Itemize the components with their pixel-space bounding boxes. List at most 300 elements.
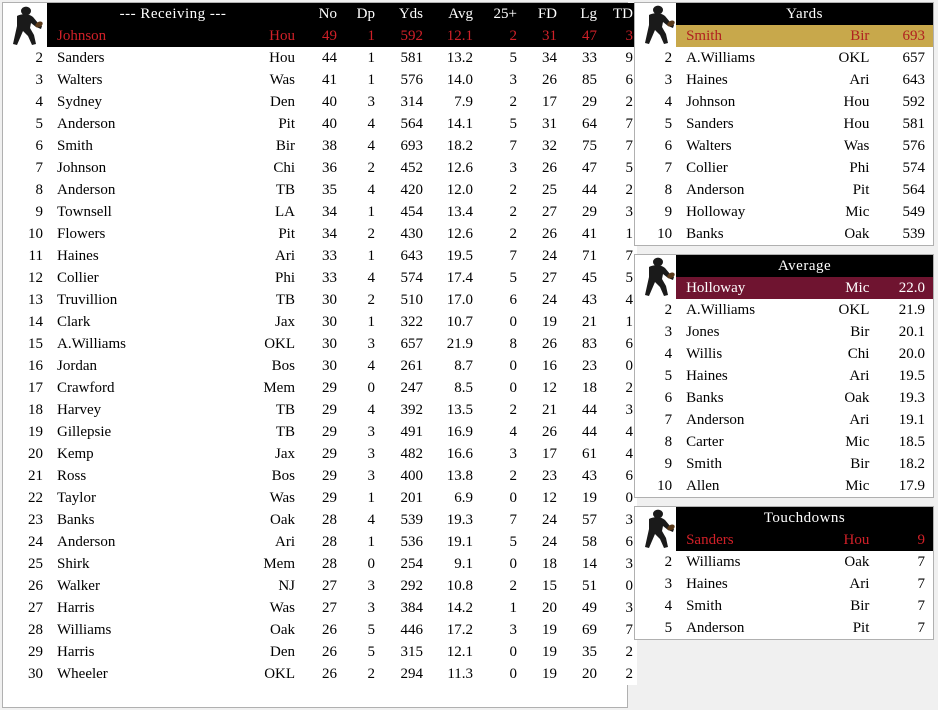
row-team: Mic — [845, 478, 870, 494]
row-no: 29 — [322, 468, 338, 484]
row-team: Oak — [270, 512, 296, 528]
table-row[interactable] — [3, 377, 637, 399]
row-fd: 12 — [542, 380, 558, 396]
row-team: Jax — [275, 314, 296, 330]
row-25plus: 2 — [509, 204, 518, 220]
list-item[interactable] — [635, 135, 933, 157]
row-lg: 35 — [582, 644, 598, 660]
list-item[interactable] — [635, 343, 933, 365]
list-item[interactable] — [635, 223, 933, 245]
row-team: Was — [843, 138, 870, 154]
row-lg: 45 — [582, 270, 598, 286]
leader-table — [635, 507, 933, 639]
table-row[interactable] — [3, 267, 637, 289]
row-player-name: Clark — [57, 314, 91, 330]
leader-dp: 1 — [367, 28, 376, 44]
row-td: 6 — [625, 468, 634, 484]
list-item[interactable] — [635, 47, 933, 69]
row-td: 3 — [625, 556, 634, 572]
row-team: Bos — [271, 468, 296, 484]
row-value: 20.1 — [898, 324, 925, 340]
row-team: NJ — [278, 578, 296, 594]
row-td: 2 — [625, 380, 634, 396]
row-avg: 19.1 — [446, 534, 474, 550]
leader-team: Hou — [269, 28, 296, 44]
list-item[interactable] — [635, 617, 933, 639]
row-player-name: Williams — [57, 622, 112, 638]
list-item[interactable] — [635, 179, 933, 201]
row-yds: 491 — [400, 424, 424, 440]
row-team: Was — [269, 490, 296, 506]
row-fd: 27 — [542, 270, 558, 286]
row-yds: 446 — [400, 622, 424, 638]
row-25plus: 3 — [509, 72, 518, 88]
row-dp: 4 — [367, 358, 376, 374]
row-25plus: 5 — [509, 50, 518, 66]
row-player-name: Walters — [57, 72, 103, 88]
table-row[interactable] — [3, 597, 637, 619]
row-fd: 15 — [542, 578, 558, 594]
row-td: 0 — [625, 358, 634, 374]
row-25plus: 0 — [509, 666, 518, 682]
row-lg: 43 — [582, 468, 598, 484]
list-item[interactable] — [635, 201, 933, 223]
leader-value: 9 — [917, 532, 925, 548]
row-dp: 1 — [367, 248, 376, 264]
row-td: 2 — [625, 666, 634, 682]
row-no: 30 — [322, 336, 338, 352]
row-td: 6 — [625, 72, 634, 88]
row-yds: 574 — [400, 270, 424, 286]
row-team: Ari — [849, 72, 870, 88]
panel-header-row — [635, 3, 933, 25]
row-value: 19.5 — [898, 368, 925, 384]
row-fd: 24 — [542, 534, 558, 550]
row-25plus: 5 — [509, 534, 518, 550]
table-row[interactable] — [3, 531, 637, 553]
row-fd: 19 — [542, 644, 558, 660]
row-no: 27 — [322, 578, 338, 594]
row-dp: 4 — [367, 138, 376, 154]
table-row[interactable] — [3, 355, 637, 377]
row-lg: 44 — [582, 402, 598, 418]
row-td: 4 — [625, 292, 634, 308]
row-rank: 30 — [28, 666, 43, 682]
row-lg: 58 — [582, 534, 598, 550]
leader-row[interactable] — [635, 529, 933, 551]
row-avg: 12.0 — [446, 182, 474, 198]
leader-panels-column — [634, 2, 936, 648]
row-td: 5 — [625, 270, 634, 286]
row-td: 4 — [625, 446, 634, 462]
row-fd: 32 — [542, 138, 558, 154]
row-player-name: Walters — [686, 138, 732, 154]
row-no: 34 — [322, 226, 338, 242]
list-item[interactable] — [635, 299, 933, 321]
list-item[interactable] — [635, 69, 933, 91]
row-avg: 19.3 — [446, 512, 474, 528]
row-player-name: Smith — [57, 138, 93, 154]
table-row[interactable] — [3, 157, 637, 179]
table-row[interactable] — [3, 421, 637, 443]
row-fd: 34 — [542, 50, 558, 66]
row-yds: 643 — [400, 248, 424, 264]
row-yds: 247 — [400, 380, 424, 396]
row-25plus: 7 — [509, 512, 518, 528]
row-td: 2 — [625, 644, 634, 660]
row-fd: 20 — [542, 600, 558, 616]
row-td: 2 — [625, 182, 634, 198]
row-rank: 20 — [28, 446, 43, 462]
list-item[interactable] — [635, 453, 933, 475]
player-logo-cell — [3, 3, 47, 47]
row-value: 7 — [917, 598, 925, 614]
row-rank: 21 — [28, 468, 43, 484]
row-rank: 7 — [35, 160, 43, 176]
leader-name: Holloway — [686, 280, 746, 296]
row-lg: 41 — [582, 226, 598, 242]
panel-title: Touchdowns — [763, 510, 846, 526]
row-yds: 384 — [400, 600, 424, 616]
row-team: LA — [275, 204, 296, 220]
row-lg: 43 — [582, 292, 598, 308]
row-player-name: Collier — [686, 160, 728, 176]
row-rank: 3 — [664, 72, 673, 88]
row-team: Oak — [844, 554, 870, 570]
row-player-name: Anderson — [686, 182, 745, 198]
leader-table — [635, 3, 933, 245]
row-fd: 19 — [542, 622, 558, 638]
row-team: Pit — [278, 226, 296, 242]
row-lg: 64 — [582, 116, 598, 132]
row-yds: 322 — [400, 314, 424, 330]
row-td: 7 — [625, 622, 634, 638]
row-player-name: Jordan — [57, 358, 97, 374]
panel-header-row — [635, 507, 933, 529]
table-row[interactable] — [3, 245, 637, 267]
row-avg: 8.7 — [454, 358, 474, 374]
panel-title: --- Receiving --- — [119, 6, 227, 22]
row-yds: 454 — [400, 204, 424, 220]
row-no: 28 — [322, 556, 338, 572]
row-no: 41 — [322, 72, 338, 88]
row-lg: 44 — [582, 424, 598, 440]
row-lg: 18 — [582, 380, 598, 396]
table-body — [3, 47, 637, 685]
row-avg: 9.1 — [454, 556, 474, 572]
row-team: Oak — [844, 226, 870, 242]
row-team: Bir — [850, 456, 870, 472]
row-dp: 1 — [367, 314, 376, 330]
row-25plus: 2 — [509, 468, 518, 484]
row-dp: 1 — [367, 204, 376, 220]
row-value: 18.5 — [898, 434, 925, 450]
row-player-name: Flowers — [57, 226, 106, 242]
row-rank: 2 — [664, 50, 673, 66]
row-avg: 6.9 — [454, 490, 474, 506]
row-lg: 71 — [582, 248, 598, 264]
row-td: 9 — [625, 50, 634, 66]
row-fd: 26 — [542, 226, 558, 242]
row-rank: 23 — [28, 512, 43, 528]
row-fd: 26 — [542, 72, 558, 88]
row-team: TB — [275, 292, 296, 308]
row-dp: 3 — [367, 578, 376, 594]
list-item[interactable] — [635, 365, 933, 387]
row-player-name: Anderson — [686, 412, 745, 428]
row-dp: 2 — [367, 292, 376, 308]
table-row[interactable] — [3, 553, 637, 575]
row-td: 3 — [625, 402, 634, 418]
row-player-name: Harvey — [57, 402, 102, 418]
row-player-name: Taylor — [57, 490, 96, 506]
row-dp: 1 — [367, 72, 376, 88]
row-25plus: 0 — [509, 644, 518, 660]
list-item[interactable] — [635, 113, 933, 135]
row-dp: 1 — [367, 534, 376, 550]
row-player-name: Banks — [57, 512, 95, 528]
row-rank: 7 — [664, 412, 673, 428]
row-rank: 22 — [28, 490, 43, 506]
row-avg: 19.5 — [446, 248, 474, 264]
table-row[interactable] — [3, 509, 637, 531]
row-team: Jax — [275, 446, 296, 462]
leader-row[interactable] — [635, 277, 933, 299]
player-logo-cell — [635, 255, 676, 299]
row-yds: 400 — [400, 468, 424, 484]
leader-fd: 31 — [542, 28, 558, 44]
row-no: 26 — [322, 622, 338, 638]
row-player-name: Sydney — [57, 94, 102, 110]
row-dp: 3 — [367, 446, 376, 462]
row-avg: 10.8 — [446, 578, 474, 594]
list-item[interactable] — [635, 409, 933, 431]
row-avg: 13.4 — [446, 204, 474, 220]
table-row[interactable] — [3, 333, 637, 355]
row-fd: 17 — [542, 446, 558, 462]
row-rank: 9 — [664, 204, 673, 220]
row-lg: 51 — [582, 578, 598, 594]
row-team: OKL — [264, 336, 296, 352]
row-td: 5 — [625, 160, 634, 176]
panel-title: Yards — [786, 6, 823, 22]
row-player-name: Harris — [57, 600, 95, 616]
row-avg: 14.1 — [446, 116, 474, 132]
row-rank: 19 — [28, 424, 43, 440]
row-team: Hou — [269, 50, 296, 66]
row-no: 40 — [322, 94, 338, 110]
col-header-25plus: 25+ — [493, 6, 518, 22]
row-dp: 3 — [367, 600, 376, 616]
row-player-name: Anderson — [57, 534, 116, 550]
row-value: 17.9 — [898, 478, 925, 494]
leader-25plus: 2 — [509, 28, 518, 44]
list-item[interactable] — [635, 321, 933, 343]
row-team: TB — [275, 182, 296, 198]
row-dp: 5 — [367, 644, 376, 660]
row-value: 576 — [902, 138, 925, 154]
row-no: 38 — [322, 138, 338, 154]
row-no: 28 — [322, 534, 338, 550]
list-item[interactable] — [635, 595, 933, 617]
row-dp: 1 — [367, 490, 376, 506]
table-row[interactable] — [3, 663, 637, 685]
table-row[interactable] — [3, 289, 637, 311]
list-item[interactable] — [635, 157, 933, 179]
col-header-yds: Yds — [398, 6, 424, 22]
row-dp: 2 — [367, 666, 376, 682]
row-team: TB — [275, 402, 296, 418]
leader-no: 49 — [322, 28, 338, 44]
player-silhouette-icon — [637, 255, 676, 299]
row-lg: 29 — [582, 94, 598, 110]
list-item[interactable] — [635, 431, 933, 453]
row-value: 19.3 — [898, 390, 925, 406]
panel-title: Average — [777, 258, 832, 274]
row-rank: 5 — [664, 116, 673, 132]
row-dp: 3 — [367, 336, 376, 352]
player-silhouette-icon — [637, 3, 676, 47]
row-avg: 17.4 — [446, 270, 474, 286]
row-value: 581 — [902, 116, 925, 132]
row-no: 40 — [322, 116, 338, 132]
row-player-name: Holloway — [686, 204, 746, 220]
row-rank: 8 — [664, 434, 673, 450]
row-team: Bir — [275, 138, 296, 154]
row-lg: 61 — [582, 446, 598, 462]
col-header-td: TD — [613, 6, 634, 22]
row-player-name: Banks — [686, 390, 724, 406]
table-row[interactable] — [3, 311, 637, 333]
table-row[interactable] — [3, 113, 637, 135]
receiving-stats-table — [3, 3, 637, 685]
list-item[interactable] — [635, 551, 933, 573]
col-header-dp: Dp — [356, 6, 376, 22]
table-row[interactable] — [3, 91, 637, 113]
row-team: Chi — [273, 160, 296, 176]
table-row[interactable] — [3, 575, 637, 597]
leader-row[interactable] — [635, 25, 933, 47]
row-dp: 4 — [367, 512, 376, 528]
table-row[interactable] — [3, 399, 637, 421]
row-rank: 28 — [28, 622, 43, 638]
row-fd: 25 — [542, 182, 558, 198]
row-td: 1 — [625, 314, 634, 330]
row-value: 592 — [902, 94, 925, 110]
table-row[interactable] — [3, 69, 637, 91]
row-fd: 23 — [542, 468, 558, 484]
table-row[interactable] — [3, 443, 637, 465]
row-avg: 18.2 — [446, 138, 474, 154]
row-yds: 693 — [400, 138, 424, 154]
receiving-leaders-panel — [2, 2, 634, 708]
row-no: 33 — [322, 248, 338, 264]
row-dp: 4 — [367, 116, 376, 132]
list-item[interactable] — [635, 91, 933, 113]
row-rank: 5 — [664, 368, 673, 384]
row-td: 3 — [625, 600, 634, 616]
row-team: Oak — [844, 390, 870, 406]
row-yds: 510 — [400, 292, 424, 308]
row-player-name: A.Williams — [686, 50, 756, 66]
row-25plus: 0 — [509, 490, 518, 506]
row-fd: 27 — [542, 204, 558, 220]
row-lg: 29 — [582, 204, 598, 220]
col-header-lg: Lg — [580, 6, 598, 22]
row-lg: 23 — [582, 358, 598, 374]
row-player-name: Gillepsie — [57, 424, 112, 440]
row-team: Bir — [850, 324, 870, 340]
table-row[interactable] — [3, 47, 637, 69]
row-value: 7 — [917, 554, 925, 570]
row-value: 564 — [902, 182, 925, 198]
row-25plus: 7 — [509, 138, 518, 154]
row-player-name: Haines — [686, 368, 728, 384]
row-rank: 9 — [35, 204, 43, 220]
row-td: 3 — [625, 204, 634, 220]
row-25plus: 2 — [509, 402, 518, 418]
leader-avg: 12.1 — [446, 28, 474, 44]
row-player-name: Walker — [57, 578, 100, 594]
row-lg: 75 — [582, 138, 598, 154]
row-25plus: 0 — [509, 358, 518, 374]
list-item[interactable] — [635, 573, 933, 595]
row-no: 26 — [322, 666, 338, 682]
row-avg: 14.2 — [446, 600, 474, 616]
row-team: Mic — [845, 434, 870, 450]
row-td: 6 — [625, 336, 634, 352]
row-team: Ari — [275, 534, 296, 550]
row-yds: 564 — [400, 116, 424, 132]
table-row[interactable] — [3, 619, 637, 641]
row-team: Pit — [852, 182, 870, 198]
row-avg: 16.9 — [446, 424, 474, 440]
row-team: Ari — [849, 412, 870, 428]
row-fd: 18 — [542, 556, 558, 572]
table-row[interactable] — [3, 487, 637, 509]
row-team: Mem — [263, 380, 296, 396]
table-row[interactable] — [3, 135, 637, 157]
row-avg: 10.7 — [446, 314, 474, 330]
leader-row[interactable] — [3, 25, 637, 47]
row-yds: 261 — [400, 358, 424, 374]
table-row[interactable] — [3, 201, 637, 223]
table-row[interactable] — [3, 179, 637, 201]
row-team: TB — [275, 424, 296, 440]
row-fd: 17 — [542, 94, 558, 110]
row-rank: 4 — [664, 598, 673, 614]
row-player-name: Anderson — [57, 116, 116, 132]
row-value: 643 — [902, 72, 925, 88]
row-yds: 420 — [400, 182, 424, 198]
row-rank: 26 — [28, 578, 43, 594]
row-25plus: 2 — [509, 226, 518, 242]
row-fd: 24 — [542, 248, 558, 264]
row-rank: 16 — [28, 358, 43, 374]
row-rank: 3 — [35, 72, 43, 88]
row-team: Oak — [270, 622, 296, 638]
list-item[interactable] — [635, 475, 933, 497]
row-25plus: 5 — [509, 270, 518, 286]
row-td: 4 — [625, 424, 634, 440]
table-row[interactable] — [3, 223, 637, 245]
list-item[interactable] — [635, 387, 933, 409]
table-row[interactable] — [3, 465, 637, 487]
row-fd: 26 — [542, 160, 558, 176]
row-team: Bos — [271, 358, 296, 374]
table-row[interactable] — [3, 641, 637, 663]
leader-value: 693 — [902, 28, 925, 44]
